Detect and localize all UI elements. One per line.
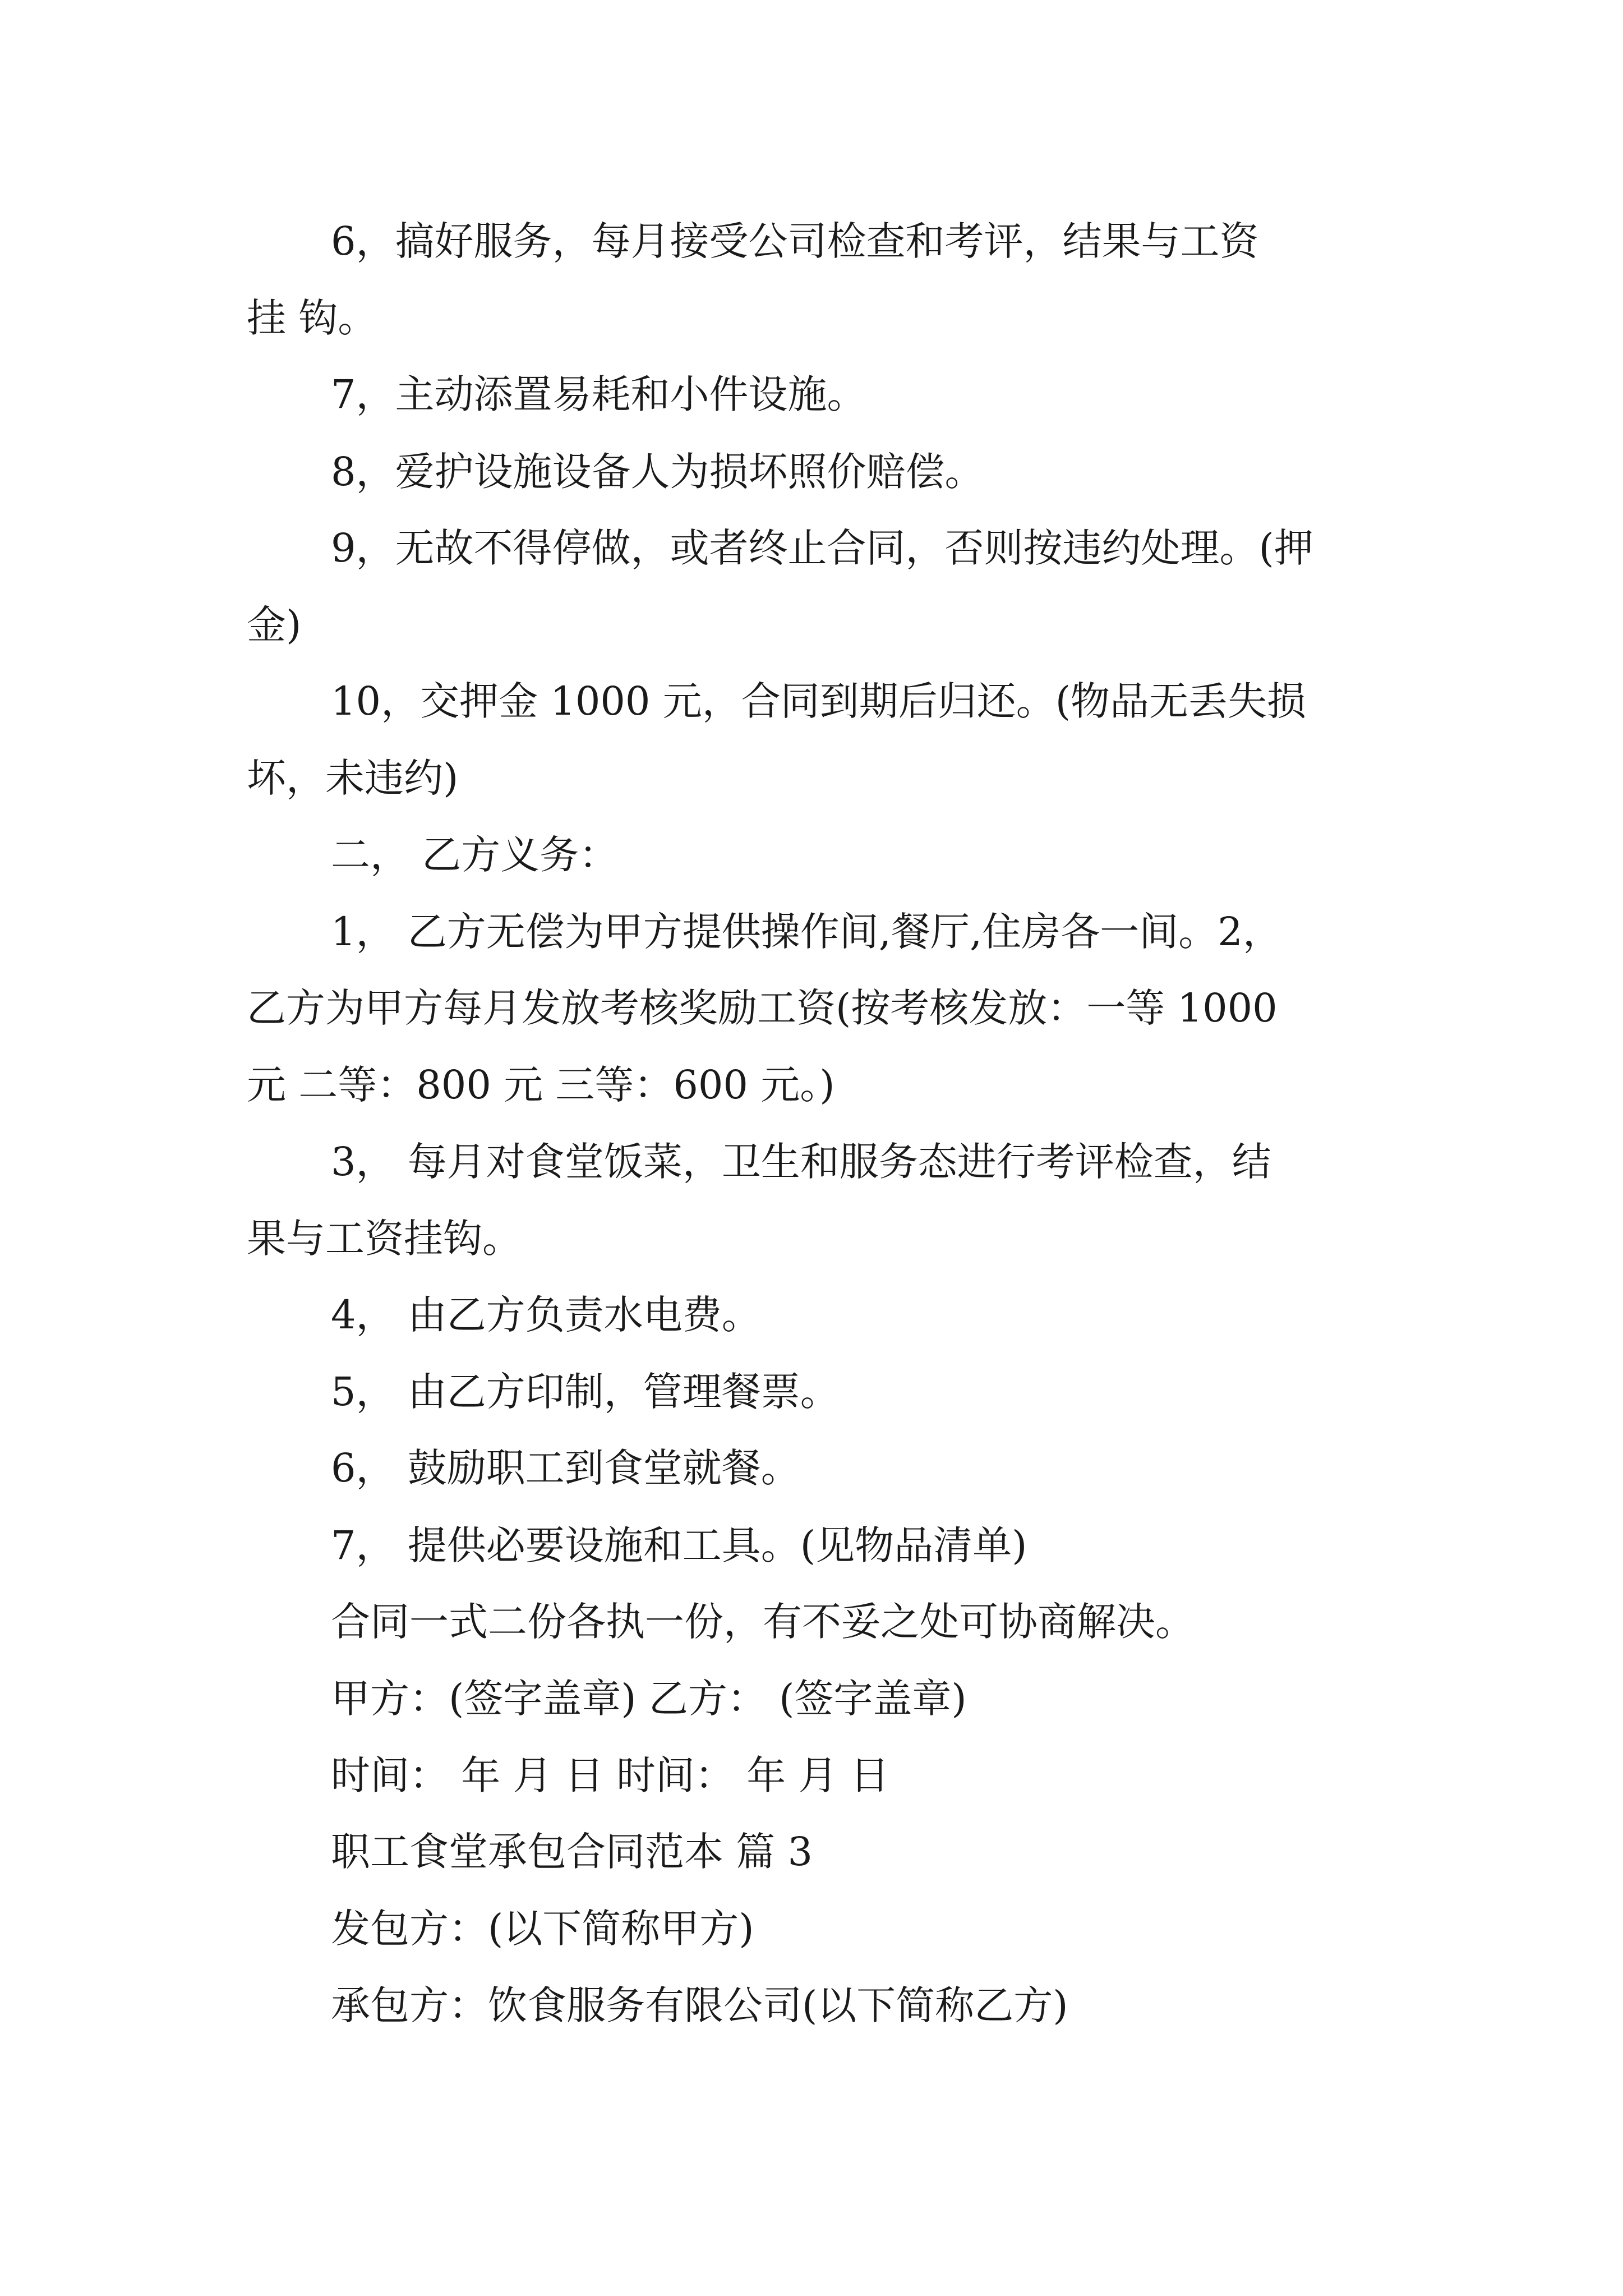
text-line: 6，搞好服务，每月接受公司检查和考评，结果与工资 bbox=[331, 218, 1259, 264]
text-line: 时间： 年 月 日 时间： 年 月 日 bbox=[331, 1752, 889, 1798]
text-line: 坏，未违约) bbox=[247, 755, 459, 801]
text-line: 合同一式二份各执一份，有不妥之处可协商解决。 bbox=[331, 1599, 1195, 1645]
text-line: 9，无故不得停做，或者终止合同，否则按违约处理。(押 bbox=[331, 525, 1313, 571]
text-line: 1， 乙方无偿为甲方提供操作间,餐厅,住房各一间。2， bbox=[331, 909, 1282, 955]
text-line: 10，交押金 1000 元，合同到期后归还。(物品无丢失损 bbox=[331, 678, 1307, 724]
text-line: 承包方：饮食服务有限公司(以下简称乙方) bbox=[331, 1982, 1068, 2028]
text-line: 7，主动添置易耗和小件设施。 bbox=[331, 371, 866, 417]
text-line: 8，爱护设施设备人为损坏照价赔偿。 bbox=[331, 449, 984, 495]
text-line: 挂 钩。 bbox=[247, 295, 377, 341]
text-line: 5， 由乙方印制，管理餐票。 bbox=[331, 1369, 840, 1415]
text-line: 6， 鼓励职工到食堂就餐。 bbox=[331, 1445, 800, 1491]
text-line: 4， 由乙方负责水电费。 bbox=[331, 1292, 761, 1338]
text-line: 乙方为甲方每月发放考核奖励工资(按考核发放：一等 1000 bbox=[247, 985, 1278, 1031]
text-line: 3， 每月对食堂饭菜，卫生和服务态进行考评检查，结 bbox=[331, 1139, 1271, 1185]
text-line: 金) bbox=[247, 602, 302, 648]
text-line: 元 二等：800 元 三等：600 元。) bbox=[247, 1062, 835, 1108]
text-line: 职工食堂承包合同范本 篇 3 bbox=[331, 1829, 813, 1875]
text-line: 7， 提供必要设施和工具。(见物品清单) bbox=[331, 1522, 1027, 1568]
text-line: 甲方：(签字盖章) 乙方： (签字盖章) bbox=[331, 1676, 967, 1722]
text-line: 果与工资挂钩。 bbox=[247, 1216, 522, 1262]
text-line: 发包方：(以下简称甲方) bbox=[331, 1906, 754, 1952]
text-line: 二， 乙方义务： bbox=[331, 832, 619, 878]
